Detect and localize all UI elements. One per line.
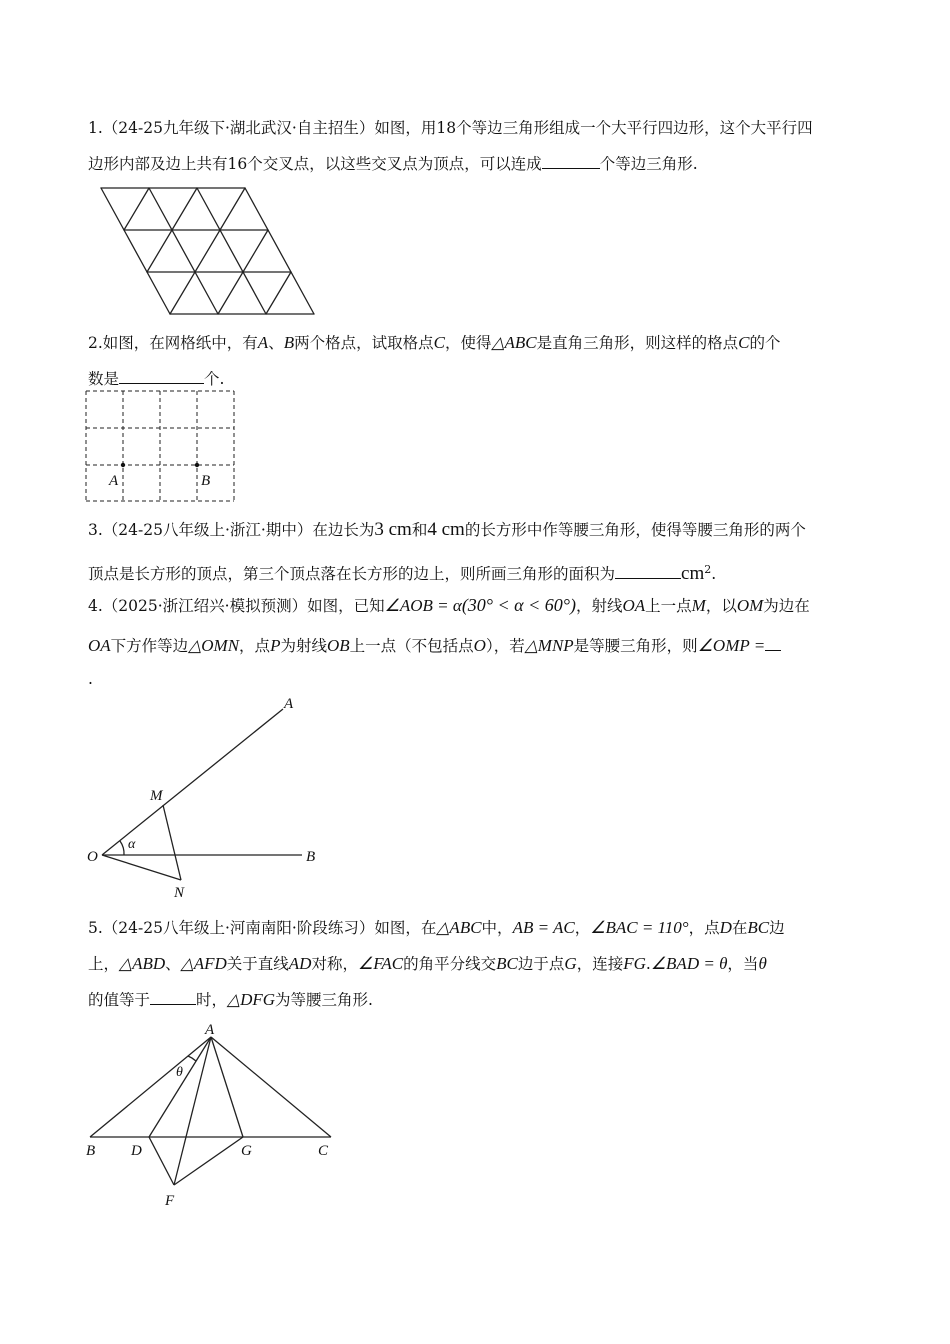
q5-line-2 — [88, 946, 868, 982]
q4-answer-blank[interactable] — [765, 634, 781, 651]
q4-point-p: P — [270, 636, 281, 655]
q5-text: 上， — [88, 955, 120, 973]
q1-source: （24-25九年级下·湖北武汉·自主招生） — [102, 119, 375, 137]
q5-theta: θ — [758, 954, 767, 973]
q3-text: 的长方形中作等腰三角形，使得等腰三角形的两个 — [464, 521, 806, 539]
q5-line-3 — [88, 982, 868, 1018]
q1-fig-line-7 — [197, 188, 266, 314]
q1-text: 如图，用18个等边三角形组成一个大平行四边形，这个大平行四 — [374, 119, 813, 137]
q4-segment-om: OM — [736, 596, 764, 615]
q1-fig-line-12 — [218, 230, 268, 314]
q3-text: 顶点是长方形的顶点，第三个顶点落在长方形的边上，则所画三角形的面积为 — [88, 565, 616, 584]
q5-text: ， — [574, 919, 591, 937]
q1-text: 个等边三角形. — [599, 155, 698, 173]
q2-text: 是直角三角形，则这样的格点 — [536, 334, 739, 352]
q4-text: . — [88, 670, 93, 688]
q5-point-g: G — [564, 954, 577, 973]
q3-answer-blank[interactable] — [615, 562, 681, 579]
q4-source: （2025·浙江绍兴·模拟预测） — [102, 597, 308, 615]
q2-line-2 — [88, 361, 868, 397]
q5-segment-df — [149, 1137, 174, 1185]
q4-label-o: O — [87, 849, 98, 865]
question-3 — [88, 510, 868, 594]
q4-text: ，射线 — [575, 597, 623, 615]
q2-point-c: C — [738, 333, 750, 352]
q5-angle-fac: ∠FAC — [357, 954, 404, 973]
question-1 — [88, 110, 868, 182]
q5-point-d: D — [719, 918, 732, 937]
q5-angle-bac: ∠BAC = 110° — [590, 918, 689, 937]
q2-line-1 — [88, 325, 868, 361]
q3-unit: cm — [681, 563, 705, 585]
q1-text: 边形内部及边上共有16个交叉点，以这些交叉点为顶点，可以连成 — [88, 155, 542, 173]
question-5 — [88, 910, 868, 1018]
q4-text: 上一点（不包括点 — [349, 637, 474, 655]
q5-text: 的角平分线交 — [403, 955, 497, 973]
q5-text: 边于点 — [517, 955, 565, 973]
q5-label-c: C — [318, 1143, 329, 1159]
q1-number: 1. — [88, 119, 103, 137]
q5-text: 对称， — [311, 955, 358, 973]
q4-alpha-range: (30° < α < 60°) — [461, 595, 576, 615]
q4-ray-oa: OA — [88, 636, 111, 655]
q5-label-theta: θ — [176, 1065, 183, 1080]
q2-answer-blank[interactable] — [119, 367, 204, 384]
q5-text: 的值等于 — [88, 991, 151, 1009]
q3-line-1 — [88, 510, 868, 550]
q4-angle-omp: ∠OMP = — [697, 636, 766, 655]
q5-text: 为等腰三角形. — [275, 991, 373, 1009]
q4-angle-aob: ∠AOB = α — [384, 596, 462, 615]
q4-ray-oa-line — [102, 709, 283, 855]
q5-side-bc: BC — [747, 918, 770, 937]
q2-point-b: B — [283, 333, 295, 352]
q2-triangle-abc: △ABC — [491, 333, 537, 352]
q5-segment-ad — [149, 1037, 211, 1137]
q5-segment-fg: FG — [623, 954, 646, 973]
q2-text: ，使得 — [444, 334, 492, 352]
q5-text: ，点 — [688, 919, 720, 937]
q1-fig-line-11 — [170, 188, 245, 314]
q5-triangle-afd: △AFD — [180, 954, 227, 973]
q4-label-alpha: α — [128, 837, 136, 852]
q1-fig-line-9 — [124, 188, 149, 230]
q1-fig-line-6 — [149, 188, 218, 314]
q5-text: 、 — [165, 955, 181, 973]
q5-triangle-dfg: △DFG — [227, 990, 276, 1009]
q4-text: 为射线 — [280, 637, 327, 655]
q5-text: 如图，在 — [374, 919, 437, 937]
q1-fig-line-13 — [266, 272, 291, 314]
q1-answer-blank[interactable] — [542, 152, 600, 169]
q2-point-a-dot — [121, 463, 125, 467]
q4-triangle-omn: △OMN — [188, 636, 240, 655]
q5-text: . — [645, 955, 651, 973]
q5-segment-ag — [211, 1037, 243, 1137]
q5-label-g: G — [241, 1143, 252, 1159]
q5-answer-blank[interactable] — [150, 988, 196, 1005]
q4-label-a: A — [284, 696, 294, 712]
q5-text: 关于直线 — [226, 955, 289, 973]
q5-text: 在 — [731, 919, 748, 937]
q2-point-a: A — [257, 333, 269, 352]
q5-label-d: D — [131, 1143, 142, 1159]
q2-text: 2.如图，在网格纸中，有 — [88, 334, 258, 352]
q4-number: 4. — [88, 597, 103, 615]
q4-line-2 — [88, 626, 868, 666]
q5-side-ac — [211, 1037, 331, 1137]
q1-line-2 — [88, 146, 868, 182]
q5-side-bc: BC — [496, 954, 518, 973]
q5-condition-ab-ac: AB = AC — [512, 918, 575, 937]
q5-label-a: A — [205, 1022, 215, 1038]
q4-text: ，点 — [239, 637, 271, 655]
q2-label-a: A — [109, 473, 119, 489]
q4-ray-oa: OA — [622, 596, 646, 615]
q3-number: 3. — [88, 521, 103, 539]
q5-line-1 — [88, 910, 868, 946]
question-4 — [88, 585, 868, 692]
q5-theta-arc — [188, 1056, 196, 1061]
q4-point-m: M — [691, 596, 706, 615]
q4-triangle-mnp: △MNP — [524, 636, 574, 655]
q3-unit-exponent: 2 — [704, 563, 712, 576]
q5-side-ab — [90, 1037, 211, 1137]
q1-line-1 — [88, 110, 868, 146]
q3-source: （24-25八年级上·浙江·期中） — [102, 521, 313, 539]
q2-text: 的个 — [749, 334, 781, 352]
q3-text: 和 — [411, 521, 428, 539]
q5-number: 5. — [88, 919, 103, 937]
q4-line-3 — [88, 666, 868, 692]
q5-label-f: F — [165, 1193, 175, 1209]
q5-source: （24-25八年级上·河南南阳·阶段练习） — [102, 919, 375, 937]
question-2 — [88, 325, 868, 397]
q2-point-b-dot — [195, 463, 199, 467]
q1-fig-line-10 — [147, 188, 197, 272]
q5-text: ，连接 — [576, 955, 624, 973]
q1-fig-line-5 — [101, 188, 170, 314]
q5-text: ，当 — [727, 955, 759, 973]
q2-point-c: C — [433, 333, 445, 352]
q4-alpha-arc — [120, 841, 124, 855]
q5-segment-fg-line — [174, 1137, 243, 1185]
q2-text: 两个格点，试取格点 — [294, 334, 434, 352]
q3-length-1: 3 cm — [374, 519, 412, 540]
q5-angle-bad: ∠BAD = θ — [650, 954, 728, 973]
q4-label-n: N — [174, 885, 185, 901]
q4-label-b: B — [306, 849, 316, 865]
q5-line-ad: AD — [288, 954, 312, 973]
q4-text: 为边在 — [763, 597, 810, 615]
q2-text: 数是 — [88, 370, 120, 388]
q5-triangle-abd: △ABD — [119, 954, 166, 973]
q5-text: 时， — [196, 991, 228, 1009]
q5-segment-af — [174, 1037, 211, 1185]
q4-text: ，以 — [705, 597, 737, 615]
q5-triangle-abc: △ABC — [436, 918, 482, 937]
q5-text: 边 — [769, 919, 785, 937]
q3-text: . — [711, 565, 717, 584]
q5-label-b: B — [86, 1143, 96, 1159]
q3-text: 在边长为 — [312, 521, 375, 539]
q4-label-m: M — [150, 788, 163, 804]
q4-text: 如图，已知 — [307, 597, 385, 615]
q1-fig-line-8 — [245, 188, 314, 314]
q4-segment-mn — [163, 805, 181, 880]
q2-text: 、 — [268, 334, 284, 352]
q5-text: 中， — [481, 919, 513, 937]
q4-text: ），若 — [485, 637, 525, 655]
q4-text: 下方作等边 — [110, 637, 189, 655]
q4-line-1 — [88, 585, 868, 626]
q4-ray-ob: OB — [326, 636, 350, 655]
q4-point-o: O — [473, 636, 486, 655]
q2-label-b: B — [201, 473, 211, 489]
q3-length-2: 4 cm — [427, 519, 465, 540]
q4-segment-on — [102, 855, 181, 880]
q4-text: 上一点 — [645, 597, 692, 615]
q2-text: 个. — [204, 370, 225, 388]
q4-text: 是等腰三角形，则 — [573, 637, 698, 655]
